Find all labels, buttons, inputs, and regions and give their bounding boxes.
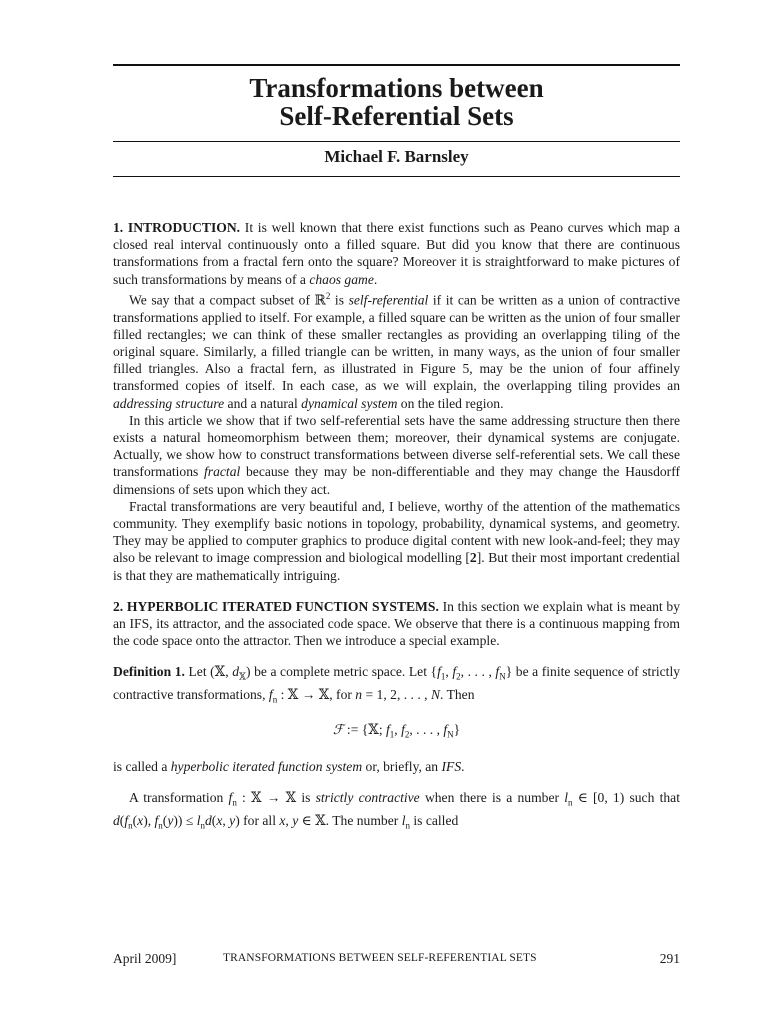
section-2-heading: 2. HYPERBOLIC ITERATED FUNCTION SYSTEMS. [113,598,439,614]
author-rule [113,176,680,177]
page-number: 291 [659,951,680,966]
intro-paragraph-1: 1. INTRODUCTION. It is well known that there exist functions such as Peano curves which map a closed real interval continuously onto a filled square. But did you know that there are continuous transformations from a fractal fern onto the square? Moreover it is straightforward to make pictures of such transformations by means of a chaos game. [113,220,680,287]
intro-paragraph-4: Fractal transformations are very beautiful and, I believe, worthy of the attention of the mathematics community. They exemplify basic notions in topology, probability, dynamical systems, and geometry. They may be applied to computer graphics to produce digital content with new look-and-feel; they may also be relevant to image compression and biological modelling [2]. But their most important credential is that they are mathematically intriguing. [113,498,680,583]
article-body [113,219,680,835]
page-footer [113,951,680,969]
definition-conclusion: is called a hyperbolic iterated function system or, briefly, an IFS. [113,759,465,775]
ifs-display-equation: ℱ := {𝕏; $f_1$, $f_2$, . . . , $f_N$} [332,722,461,740]
title-line-1: Transformations between [249,73,544,103]
title-rule [113,141,680,142]
contractive-paragraph: A transformation $f_n$ : 𝕏 → 𝕏 is strictly contractive when there is a number $l_n$ ∈ [0, 1) such that $d(f_n(x)$, $f_n(y)) \le l_nd(x$, y) for all x, y ∈ 𝕏. The number $l_n$ is called [113,790,680,832]
title-line-2: Self-Referential Sets [279,101,514,131]
author-name: Michael F. Barnsley [324,147,469,166]
footer-date: April 2009] [113,951,177,966]
intro-paragraph-3: In this article we show that if two self-referential sets have the same addressing structure then there exists a natural homeomorphism between them; moreover, their dynamical systems are conjugate. Actually, we show how to construct transformations between diverse self-referential sets. We call these transformations fractal because they may be non-differentiable and they may change the Hausdorff dimensions of sets upon which they act. [113,412,680,497]
paper-title [113,74,680,130]
section-1-heading: 1. INTRODUCTION. [113,220,241,235]
spacer [113,775,680,789]
definition-label: Definition 1. [113,664,185,680]
spacer [113,649,680,663]
intro-paragraph-2: We say that a compact subset of ℝ$^2$ is self-referential if it can be written as a union of contractive transformations applied to itself. For example, a filled square can be written as the union of four smaller filled rectangles; we can think of these smaller rectangles as providing an overlapping tiling of the original square. Similarly, a filled triangle can be written, in many ways, as the union of four smaller filled triangles. Also a fractal fern, as illustrated in Figure 5, may be the union of four affinely transformed copies of itself. In each case, as we will explain, the overlapping tiling provides an addressing structure and a natural dynamical system on the tiled region. [113,290,680,411]
section-2-paragraph-1: 2. HYPERBOLIC ITERATED FUNCTION SYSTEMS. In this section we explain what is meant by an IFS, its attractor, and the associated code space. We observe that there is a continuous mapping from the code space onto the attractor. Then we introduce a special example. [113,598,681,649]
footer-running-title: TRANSFORMATIONS BETWEEN SELF-REFERENTIAL SETS [223,952,537,964]
spacer [113,584,680,598]
top-rule [113,64,680,66]
definition-1: Definition 1. Let (𝕏, $d_𝕏$) be a complete metric space. Let {$f_1$, $f_2$, . . . , $f_N$} be a finite sequence of strictly contractive transformations, $f_n$ : 𝕏 → 𝕏, for n = 1, 2, . . . , N. Then [113,664,681,706]
